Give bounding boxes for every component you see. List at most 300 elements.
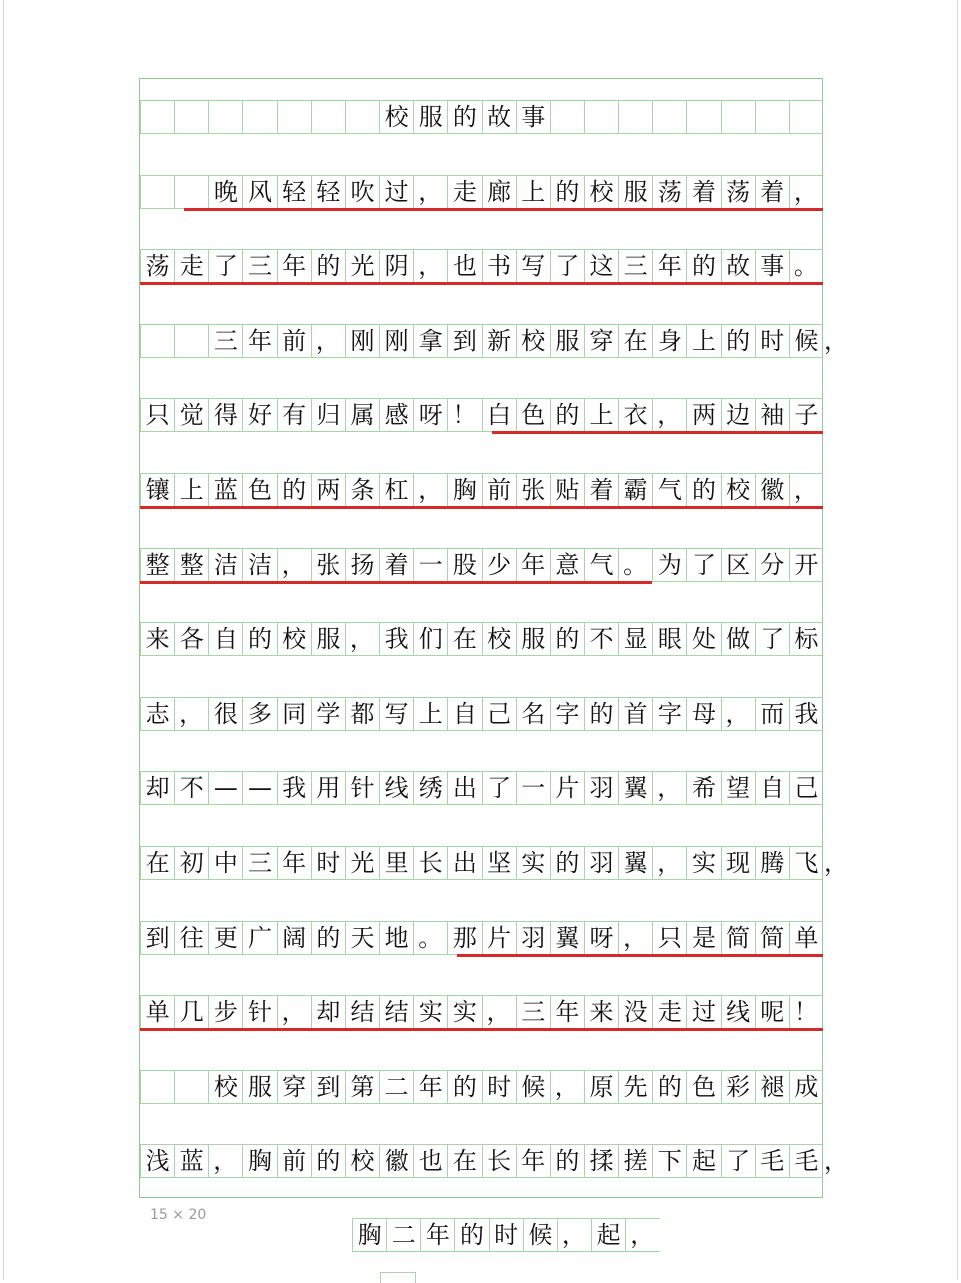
grid-cell: 来 [140, 623, 174, 655]
grid-cell [652, 101, 686, 133]
text-row [140, 622, 823, 656]
grid-cell: 服 [311, 623, 345, 655]
grid-cell: 校 [721, 474, 755, 506]
grid-cell: 长 [413, 847, 447, 879]
grid-cell: 出 [447, 847, 481, 879]
grid-cell: 色 [242, 474, 276, 506]
grid-cell: 上 [174, 474, 208, 506]
grid-cell: 贴 [550, 474, 584, 506]
grid-cell: 区 [721, 549, 755, 581]
grid-cell: 羽 [584, 847, 618, 879]
grid-cell: 飞 [789, 847, 823, 879]
grid-cell: 感 [379, 399, 413, 431]
grid-cell: 我 [277, 772, 311, 804]
grid-cell: 荡 [721, 176, 755, 208]
red-underline-annotation [184, 208, 823, 211]
grid-cell: 翼 [618, 772, 652, 804]
grid-cell [140, 325, 174, 357]
grid-cell: 前 [277, 1145, 311, 1177]
grid-cell: 简 [755, 922, 789, 954]
grid-cell: 的 [242, 623, 276, 655]
grid-cell: ， [550, 1071, 584, 1103]
grid-cell: 洁 [208, 549, 242, 581]
grid-cell: 分 [755, 549, 789, 581]
grid-cell: 走 [174, 250, 208, 282]
grid-cell: 了 [208, 250, 242, 282]
grid-cell: 阔 [277, 922, 311, 954]
grid-cell: 着 [686, 176, 720, 208]
red-underline-annotation [140, 581, 652, 584]
grid-cell: 第 [345, 1071, 379, 1103]
fragment-cell: 起 [591, 1219, 625, 1251]
grid-cell: 杠 [379, 474, 413, 506]
grid-cell: 过 [686, 996, 720, 1028]
grid-cell: 同 [277, 698, 311, 730]
grid-cell: 不 [174, 772, 208, 804]
grid-cell: 腾 [755, 847, 789, 879]
grid-cell: 一 [413, 549, 447, 581]
grid-cell: 吹 [345, 176, 379, 208]
grid-cell: 袖 [755, 399, 789, 431]
grid-cell: 衣 [618, 399, 652, 431]
grid-cell: 子 [789, 399, 823, 431]
grid-cell: 搓 [618, 1145, 652, 1177]
page-edge-left [3, 0, 4, 1280]
grid-cell: 在 [140, 847, 174, 879]
grid-cell: 却 [140, 772, 174, 804]
grid-cell: 显 [618, 623, 652, 655]
grid-cell: 徽 [379, 1145, 413, 1177]
grid-cell: 简 [721, 922, 755, 954]
grid-cell: 己 [482, 698, 516, 730]
text-row [140, 921, 823, 955]
grid-cell: 用 [311, 772, 345, 804]
grid-cell: 结 [345, 996, 379, 1028]
grid-cell [618, 101, 652, 133]
grid-cell: 写 [516, 250, 550, 282]
grid-cell: 书 [482, 250, 516, 282]
grid-cell: ， [345, 623, 379, 655]
grid-cell: — [242, 772, 276, 804]
grid-cell: 洁 [242, 549, 276, 581]
grid-cell: 了 [721, 1145, 755, 1177]
grid-cell: ， [652, 772, 686, 804]
grid-cell: ， [311, 325, 345, 357]
grid-cell: 坚 [482, 847, 516, 879]
grid-cell: 却 [311, 996, 345, 1028]
red-underline-annotation [457, 954, 823, 957]
grid-cell: 了 [550, 250, 584, 282]
grid-cell [242, 101, 276, 133]
fragment-cell: 胸 [352, 1219, 386, 1251]
grid-cell: 张 [516, 474, 550, 506]
grid-cell: 浅 [140, 1145, 174, 1177]
grid-cell: ， [789, 176, 823, 208]
grid-cell: 时 [755, 325, 789, 357]
grid-cell: 事 [755, 250, 789, 282]
grid-cell: 的 [550, 1145, 584, 1177]
grid-cell [755, 101, 789, 133]
grid-cell: ， [208, 1145, 242, 1177]
grid-cell: 的 [550, 847, 584, 879]
grid-cell: 只 [140, 399, 174, 431]
grid-cell: ， [174, 698, 208, 730]
title-char-cell: 校 [379, 101, 413, 133]
grid-cell: 的 [652, 1071, 686, 1103]
grid-cell: 都 [345, 698, 379, 730]
grid-cell: 的 [550, 399, 584, 431]
grid-cell: 气 [652, 474, 686, 506]
grid-cell: 绣 [413, 772, 447, 804]
grid-cell: 翼 [550, 922, 584, 954]
grid-cell: ， [721, 698, 755, 730]
grid-cell: 着 [379, 549, 413, 581]
grid-cell: 上 [413, 698, 447, 730]
grid-cell: 荡 [140, 250, 174, 282]
page-edge-right [957, 0, 958, 1280]
grid-cell: 服 [550, 325, 584, 357]
grid-cell: 这 [584, 250, 618, 282]
overflow-fragment-cell [380, 1272, 416, 1283]
grid-cell: 阴 [379, 250, 413, 282]
grid-cell: 的 [447, 1071, 481, 1103]
grid-cell: 三 [618, 250, 652, 282]
grid-cell: 了 [755, 623, 789, 655]
grid-cell: 们 [413, 623, 447, 655]
text-row [140, 548, 823, 582]
grid-cell: 几 [174, 996, 208, 1028]
grid-cell: 的 [311, 250, 345, 282]
grid-cell: 只 [652, 922, 686, 954]
grid-cell: 色 [686, 1071, 720, 1103]
grid-cell: 原 [584, 1071, 618, 1103]
grid-cell: 处 [686, 623, 720, 655]
grid-cell: 褪 [755, 1071, 789, 1103]
grid-cell: 我 [379, 623, 413, 655]
grid-cell: 身 [652, 325, 686, 357]
red-underline-annotation [140, 1028, 823, 1031]
grid-cell [311, 101, 345, 133]
red-underline-annotation [140, 506, 823, 509]
grid-cell: 候 [516, 1071, 550, 1103]
red-underline-annotation [492, 431, 824, 434]
grid-cell: 轻 [311, 176, 345, 208]
grid-cell [140, 176, 174, 208]
grid-cell: 单 [140, 996, 174, 1028]
grid-cell: — [208, 772, 242, 804]
grid-cell: 。 [618, 549, 652, 581]
grid-cell: 校 [482, 623, 516, 655]
grid-cell: 多 [242, 698, 276, 730]
grid-cell: 在 [447, 1145, 481, 1177]
overflow-punctuation: ， [824, 1147, 848, 1176]
grid-cell: 的 [277, 474, 311, 506]
grid-cell: 年 [652, 250, 686, 282]
grid-cell: 候 [789, 325, 823, 357]
grid-cell: 到 [140, 922, 174, 954]
grid-cell: 。 [789, 250, 823, 282]
grid-cell: 走 [447, 176, 481, 208]
grid-cell: 的 [584, 698, 618, 730]
grid-cell: 光 [345, 250, 379, 282]
grid-cell: 为 [652, 549, 686, 581]
text-row [140, 249, 823, 283]
grid-cell: 整 [140, 549, 174, 581]
grid-cell: 步 [208, 996, 242, 1028]
grid-cell: 三 [516, 996, 550, 1028]
grid-cell [174, 101, 208, 133]
grid-cell [140, 101, 174, 133]
grid-cell: ， [277, 996, 311, 1028]
grid-cell [345, 101, 379, 133]
grid-cell: 校 [277, 623, 311, 655]
text-row [140, 697, 823, 731]
grid-cell: 归 [311, 399, 345, 431]
red-underline-annotation [140, 282, 823, 285]
grid-cell: 服 [516, 623, 550, 655]
grid-cell: 少 [482, 549, 516, 581]
grid-cell: 的 [550, 176, 584, 208]
grid-cell: 校 [584, 176, 618, 208]
grid-cell: 里 [379, 847, 413, 879]
grid-cell: 白 [482, 399, 516, 431]
grid-cell: 成 [789, 1071, 823, 1103]
grid-cell: 不 [584, 623, 618, 655]
grid-cell: 毛 [755, 1145, 789, 1177]
grid-cell: 针 [242, 996, 276, 1028]
overflow-punctuation: ， [824, 326, 848, 355]
grid-cell: 线 [379, 772, 413, 804]
grid-cell: 初 [174, 847, 208, 879]
fragment-cell: 时 [489, 1219, 523, 1251]
grid-cell: 三 [208, 325, 242, 357]
grid-cell [550, 101, 584, 133]
title-char-cell: 的 [447, 101, 481, 133]
grid-cell: 学 [311, 698, 345, 730]
grid-cell: 得 [208, 399, 242, 431]
grid-cell: 着 [584, 474, 618, 506]
grid-cell: 眼 [652, 623, 686, 655]
grid-cell: 意 [550, 549, 584, 581]
grid-cell: 羽 [584, 772, 618, 804]
grid-cell: 很 [208, 698, 242, 730]
grid-cell: ， [618, 922, 652, 954]
grid-cell: 希 [686, 772, 720, 804]
grid-cell: 名 [516, 698, 550, 730]
grid-cell: 。 [413, 922, 447, 954]
grid-cell: ， [482, 996, 516, 1028]
grid-cell: 整 [174, 549, 208, 581]
grid-cell: 故 [721, 250, 755, 282]
grid-cell: 穿 [584, 325, 618, 357]
grid-cell: 服 [242, 1071, 276, 1103]
grid-cell: 晚 [208, 176, 242, 208]
grid-cell: 校 [516, 325, 550, 357]
grid-cell: 觉 [174, 399, 208, 431]
grid-cell: 先 [618, 1071, 652, 1103]
grid-cell: 气 [584, 549, 618, 581]
grid-cell: 羽 [516, 922, 550, 954]
grid-cell: 色 [516, 399, 550, 431]
grid-cell [686, 101, 720, 133]
grid-cell: 实 [686, 847, 720, 879]
grid-cell: 实 [516, 847, 550, 879]
text-row [140, 473, 823, 507]
grid-cell: 写 [379, 698, 413, 730]
grid-cell: 胸 [447, 474, 481, 506]
grid-cell: 首 [618, 698, 652, 730]
grid-cell: 自 [755, 772, 789, 804]
grid-cell [584, 101, 618, 133]
grid-cell: 股 [447, 549, 481, 581]
grid-cell: 拿 [413, 325, 447, 357]
grid-cell: 针 [345, 772, 379, 804]
grid-cell: 广 [242, 922, 276, 954]
grid-cell: ！ [789, 996, 823, 1028]
grid-cell: 了 [482, 772, 516, 804]
grid-cell: 而 [755, 698, 789, 730]
grid-cell: 前 [482, 474, 516, 506]
grid-cell: 上 [516, 176, 550, 208]
grid-cell: 年 [413, 1071, 447, 1103]
grid-cell: 刚 [379, 325, 413, 357]
grid-cell: 校 [208, 1071, 242, 1103]
grid-cell: 天 [345, 922, 379, 954]
grid-cell: 更 [208, 922, 242, 954]
text-row [140, 995, 823, 1029]
grid-cell: 过 [379, 176, 413, 208]
fragment-cell: 候 [523, 1219, 557, 1251]
text-row [140, 324, 848, 358]
grid-cell: 现 [721, 847, 755, 879]
grid-cell: 的 [311, 922, 345, 954]
grid-cell: 实 [413, 996, 447, 1028]
grid-cell: 三 [242, 250, 276, 282]
grid-cell: 翼 [618, 847, 652, 879]
grid-cell: 单 [789, 922, 823, 954]
grid-cell: 校 [345, 1145, 379, 1177]
grid-cell: 新 [482, 325, 516, 357]
title-char-cell: 故 [482, 101, 516, 133]
grid-cell: 下 [652, 1145, 686, 1177]
grid-cell: 字 [652, 698, 686, 730]
grid-cell: ！ [447, 399, 481, 431]
grid-cell: ， [789, 474, 823, 506]
grid-cell: 毛 [789, 1145, 823, 1177]
grid-cell: 母 [686, 698, 720, 730]
grid-cell: 荡 [652, 176, 686, 208]
grid-cell [721, 101, 755, 133]
grid-cell: 在 [447, 623, 481, 655]
grid-cell: 那 [447, 922, 481, 954]
grid-cell: 各 [174, 623, 208, 655]
text-row [140, 1144, 848, 1178]
grid-cell: 刚 [345, 325, 379, 357]
grid-cell: 揉 [584, 1145, 618, 1177]
text-row [140, 1070, 823, 1104]
text-row [140, 846, 848, 880]
grid-cell: 的 [721, 325, 755, 357]
text-row [140, 398, 823, 432]
title-char-cell: 服 [413, 101, 447, 133]
grid-cell: ， [413, 250, 447, 282]
grid-cell [174, 176, 208, 208]
grid-cell [140, 1071, 174, 1103]
grid-cell: 己 [789, 772, 823, 804]
grid-cell: 呀 [584, 922, 618, 954]
grid-cell: 片 [482, 922, 516, 954]
grid-cell: 两 [686, 399, 720, 431]
grid-cell: 张 [311, 549, 345, 581]
grid-cell: 的 [311, 1145, 345, 1177]
grid-cell: 二 [379, 1071, 413, 1103]
grid-cell: 到 [311, 1071, 345, 1103]
grid-cell: 我 [789, 698, 823, 730]
grid-cell: 自 [208, 623, 242, 655]
grid-cell: 年 [277, 847, 311, 879]
grid-cell: ， [413, 474, 447, 506]
text-row [140, 175, 823, 209]
fragment-cell: ， [557, 1219, 591, 1251]
grid-cell: 的 [550, 623, 584, 655]
grid-cell: 光 [345, 847, 379, 879]
grid-cell: 起 [686, 1145, 720, 1177]
grid-cell: 出 [447, 772, 481, 804]
grid-cell [208, 101, 242, 133]
grid-cell: 结 [379, 996, 413, 1028]
grid-cell: 片 [550, 772, 584, 804]
grid-cell: 一 [516, 772, 550, 804]
grid-cell: 地 [379, 922, 413, 954]
text-row [140, 771, 823, 805]
grid-cell: 前 [277, 325, 311, 357]
grid-cell: 蓝 [208, 474, 242, 506]
title-char-cell: 事 [516, 101, 550, 133]
grid-cell: 蓝 [174, 1145, 208, 1177]
grid-cell: 边 [721, 399, 755, 431]
grid-cell: 长 [482, 1145, 516, 1177]
grid-cell: 望 [721, 772, 755, 804]
grid-cell: ， [413, 176, 447, 208]
grid-cell: 走 [652, 996, 686, 1028]
grid-cell [174, 1071, 208, 1103]
grid-cell: 年 [550, 996, 584, 1028]
grid-cell: 的 [686, 474, 720, 506]
grid-cell: 往 [174, 922, 208, 954]
fragment-cell: ， [625, 1219, 659, 1251]
grid-cell: 两 [311, 474, 345, 506]
grid-cell [277, 101, 311, 133]
grid-cell: 标 [789, 623, 823, 655]
grid-cell: 穿 [277, 1071, 311, 1103]
grid-cell: 好 [242, 399, 276, 431]
grid-cell: 年 [277, 250, 311, 282]
grid-cell: ， [652, 847, 686, 879]
grid-cell: 是 [686, 922, 720, 954]
grid-cell: 了 [686, 549, 720, 581]
overflow-fragment-row [352, 1218, 660, 1252]
grid-cell: 年 [516, 1145, 550, 1177]
grid-cell: 胸 [242, 1145, 276, 1177]
grid-cell: 镶 [140, 474, 174, 506]
grid-cell: ， [277, 549, 311, 581]
grid-cell [789, 101, 823, 133]
grid-cell: 来 [584, 996, 618, 1028]
grid-cell: 属 [345, 399, 379, 431]
grid-cell: 三 [242, 847, 276, 879]
grid-cell: 也 [447, 250, 481, 282]
grid-cell: 上 [584, 399, 618, 431]
